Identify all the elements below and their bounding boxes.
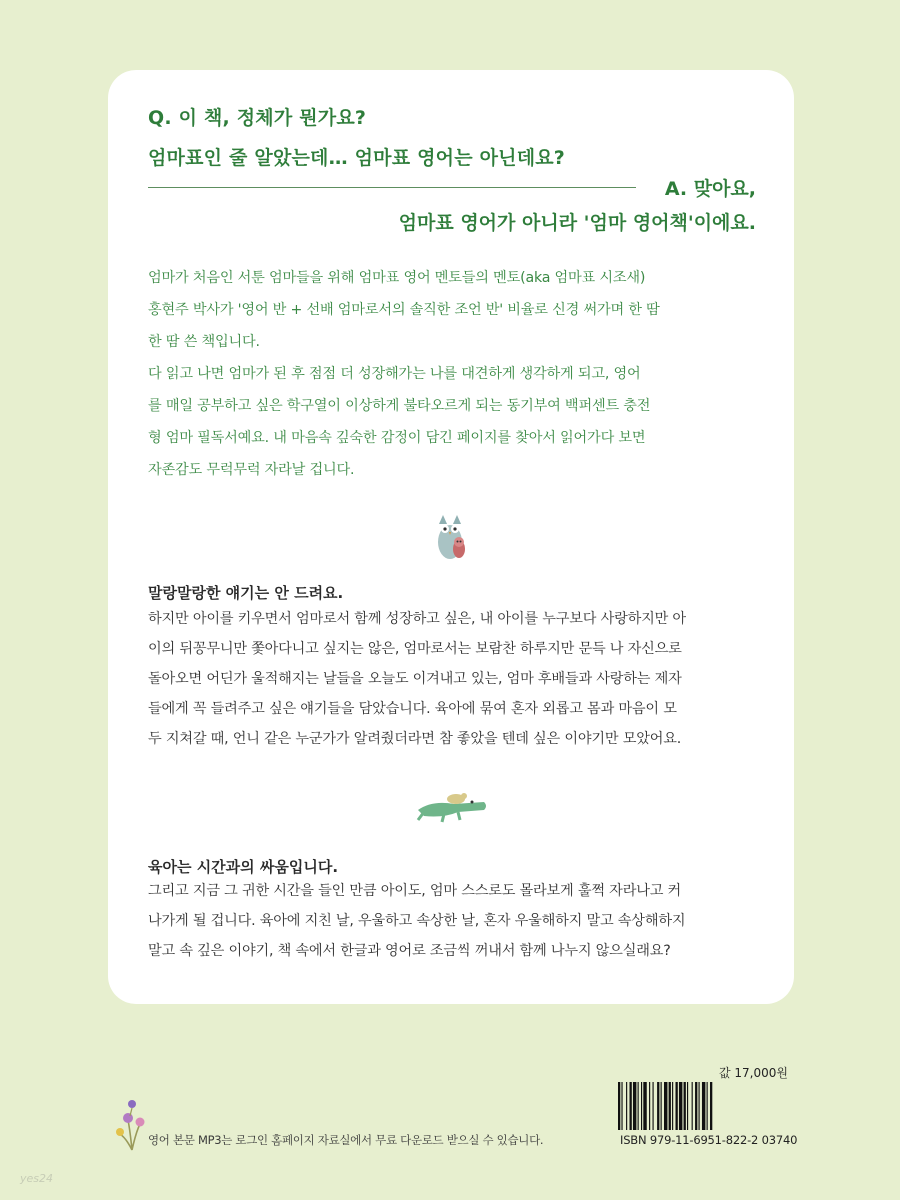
intro-line: 엄마가 처음인 서툰 엄마들을 위해 엄마표 영어 멘토들의 멘토(aka 엄마표 시조새) — [148, 270, 646, 286]
price-label: 값 17,000원 — [719, 1066, 788, 1080]
answer-line-1: A. 맞아요, — [664, 178, 756, 200]
barcode-bar — [621, 1082, 622, 1130]
crocodile-illustration — [414, 790, 490, 826]
barcode-bar — [672, 1082, 673, 1130]
barcode-bar — [638, 1082, 639, 1130]
intro-line: 를 매일 공부하고 싶은 학구열이 이상하게 불타오르게 되는 동기부여 백퍼센트 충전 — [148, 398, 651, 414]
barcode-bar — [618, 1082, 620, 1130]
intro-line: 홍현주 박사가 '영어 반 + 선배 엄마로서의 솔직한 조언 반' 비율로 신경 써가며 한 땀 — [148, 302, 660, 318]
barcode-bar — [664, 1082, 667, 1130]
barcode-bar — [643, 1082, 646, 1130]
question-line-1: Q. 이 책, 정체가 뭔가요? — [148, 107, 367, 129]
divider-rule — [148, 187, 636, 188]
isbn-label: ISBN 979-11-6951-822-2 03740 — [620, 1133, 798, 1147]
barcode-bar — [633, 1082, 636, 1130]
barcode-bar — [653, 1082, 654, 1130]
body-line: 두 지쳐갈 때, 언니 같은 누군가가 알려줬더라면 참 좋았을 텐데 싶은 이야기만 모았어요. — [148, 731, 682, 747]
intro-line: 형 엄마 필독서예요. 내 마음속 깊숙한 감정이 담긴 페이지를 찾아서 읽어가다 보면 — [148, 430, 646, 446]
barcode-bar — [641, 1082, 642, 1130]
barcode-bar — [679, 1082, 682, 1130]
section1-heading: 말랑말랑한 얘기는 안 드려요. — [148, 584, 344, 602]
barcode — [618, 1082, 790, 1130]
barcode-bar — [695, 1082, 697, 1130]
body-line: 돌아오면 어딘가 울적해지는 날들을 오늘도 이겨내고 있는, 엄마 후배들과 사랑하는 제자 — [148, 671, 682, 687]
barcode-bar — [707, 1082, 708, 1130]
body-line: 이의 뒤꽁무니만 쫓아다니고 싶지는 않은, 엄마로서는 보람찬 하루지만 문득 나 자신으로 — [148, 641, 682, 657]
section1-paragraph — [148, 604, 760, 754]
watermark: yes24 — [20, 1172, 54, 1185]
intro-line: 자존감도 무럭무럭 자라날 겁니다. — [148, 462, 355, 478]
barcode-bar — [626, 1082, 627, 1130]
barcode-bar — [630, 1082, 632, 1130]
mp3-notice: 영어 본문 MP3는 로그인 홈페이지 자료실에서 무료 다운로드 받으실 수 있습니다. — [148, 1133, 544, 1147]
barcode-bar — [676, 1082, 678, 1130]
body-line: 그리고 지금 그 귀한 시간을 들인 만큼 아이도, 엄마 스스로도 몰라보게 훌쩍 자라나고 커 — [148, 883, 682, 899]
barcode-bar — [710, 1082, 712, 1130]
answer-line-2: 엄마표 영어가 아니라 '엄마 영어책'이에요. — [398, 212, 756, 234]
body-line: 하지만 아이를 키우면서 엄마로서 함께 성장하고 싶은, 내 아이를 누구보다 사랑하지만 아 — [148, 611, 686, 627]
intro-line: 한 땀 쓴 책입니다. — [148, 334, 260, 350]
barcode-bar — [657, 1082, 659, 1130]
intro-paragraph — [148, 262, 758, 486]
barcode-bar — [684, 1082, 686, 1130]
body-line: 말고 속 깊은 이야기, 책 속에서 한글과 영어로 조금씩 꺼내서 함께 나누지 않으실래요? — [148, 943, 671, 959]
barcode-bar — [702, 1082, 705, 1130]
flower-icon — [112, 1090, 152, 1152]
barcode-bar — [649, 1082, 650, 1130]
section2-paragraph — [148, 876, 760, 966]
barcode-bar — [669, 1082, 671, 1130]
barcode-bar — [699, 1082, 700, 1130]
section2-heading: 육아는 시간과의 싸움입니다. — [148, 858, 339, 876]
owl-illustration — [432, 512, 472, 562]
barcode-bar — [692, 1082, 693, 1130]
barcode-bar — [687, 1082, 688, 1130]
barcode-bar — [661, 1082, 662, 1130]
intro-line: 다 읽고 나면 엄마가 된 후 점점 더 성장해가는 나를 대견하게 생각하게 되고, 영어 — [148, 366, 641, 382]
body-line: 나가게 될 겁니다. 육아에 지친 날, 우울하고 속상한 날, 혼자 우울해하지 말고 속상해하지 — [148, 913, 686, 929]
body-line: 들에게 꼭 들려주고 싶은 얘기들을 담았습니다. 육아에 묶여 혼자 외롭고 몸과 마음이 모 — [148, 701, 677, 717]
question-line-2: 엄마표인 줄 알았는데… 엄마표 영어는 아닌데요? — [148, 147, 566, 169]
